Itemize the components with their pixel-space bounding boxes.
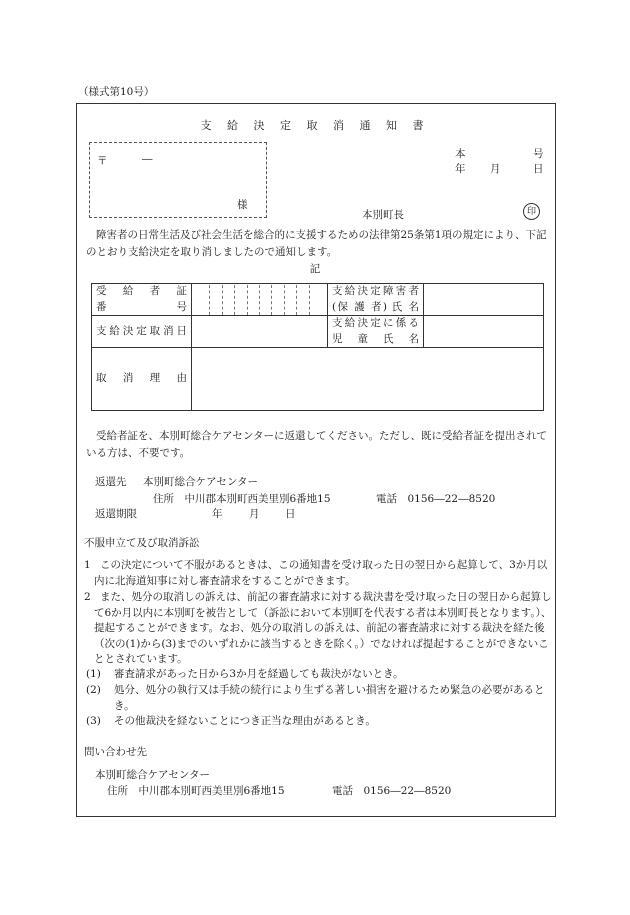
cert-number-label: 受 給 者 証 番 号: [92, 284, 192, 316]
contact-heading: 問い合わせ先: [84, 746, 147, 758]
ki-heading: 記: [309, 263, 321, 275]
document-number-prefix: 本: [455, 148, 466, 160]
detail-table: [91, 283, 544, 411]
appeal-sub-2: (2) 処分、処分の執行又は手続の続行により生ずる著しい損害を避けるため緊急の必要があるとき。: [86, 684, 545, 712]
return-deadline-year: 年: [212, 508, 223, 520]
contact-address: 住所 中川郡本別町西美里別6番地15: [107, 785, 285, 797]
return-deadline-month: 月: [249, 508, 260, 520]
intro-paragraph: 障害者の日常生活及び社会生活を総合的に支援するための法律第25条第1項の規定により、下記のとおり支給決定を取り消しましたので通知します。: [86, 229, 547, 258]
appeal-heading: 不服申立て及び取消訴訟: [84, 537, 200, 549]
guardian-name-value[interactable]: [424, 284, 544, 316]
return-destination-label: 返還先: [95, 476, 127, 488]
table-row: [92, 316, 544, 348]
date-day: 日: [533, 163, 544, 175]
return-destination: 本別町総合ケアセンター: [143, 476, 258, 488]
cancel-date-label: 支給決定取消日: [92, 316, 192, 348]
contact-name: 本別町総合ケアセンター: [95, 769, 210, 781]
date-year: 年: [455, 163, 466, 175]
appeal-item-2: 2 また、処分の取消しの訴えは、前記の審査請求に対する裁決書を受け取った日の翌日から起算して6か月以内に本別町を被告として（訴訟において本別町を代表する者は本別町長となります。）、提起することができます。なお、処分の取消しの訴えは、前記の審査請求に対する裁決を経た後（次の(1)から(3)までのいずれかに該当するときを除く。）でなければ提起することができないこととされています。: [84, 591, 552, 665]
appeal-sub-1: (1) 審査請求があった日から3か月を経過しても裁決がないとき。: [86, 668, 404, 680]
seal-stamp: 印: [523, 203, 540, 220]
guardian-name-label: 支給決定障害者 (保 護 者) 氏 名: [328, 284, 424, 316]
recipient-honorific: 様: [237, 199, 248, 211]
return-note: 受給者証を、本別町総合ケアセンターに返還してください。ただし、既に受給者証を提出されている方は、不要です。: [86, 430, 547, 459]
appeal-item-1: 1 この決定について不服があるときは、この通知書を受け取った日の翌日から起算して、3か月以内に北海道知事に対し審査請求をすることができます。: [84, 559, 548, 587]
table-row: [92, 284, 544, 316]
cert-number-digits[interactable]: [192, 284, 328, 316]
issuer-name: 本別町長: [362, 209, 404, 221]
postal-dash: ―: [142, 153, 153, 165]
document-number-suffix: 号: [533, 148, 544, 160]
return-address: 住所 中川郡本別町西美里別6番地15: [153, 493, 331, 505]
appeal-sub-3: (3) その他裁決を経ないことにつき正当な理由があるとき。: [86, 715, 376, 727]
return-deadline-day: 日: [285, 508, 296, 520]
child-name-value[interactable]: [424, 316, 544, 348]
date-month: 月: [490, 163, 501, 175]
return-deadline-label: 返還期限: [95, 508, 137, 520]
cancel-reason-value[interactable]: [192, 348, 544, 411]
cancel-reason-label: 取 消 理 由: [92, 348, 192, 411]
return-phone: 電話 0156―22―8520: [376, 493, 496, 505]
postal-mark: 〒: [97, 155, 108, 167]
child-name-label: 支給決定に係る 児 童 氏 名: [328, 316, 424, 348]
form-number: （様式第10号）: [78, 86, 155, 98]
cancel-date-value[interactable]: [192, 316, 328, 348]
document-title: 支 給 決 定 取 消 通 知 書: [200, 119, 430, 132]
contact-phone: 電話 0156―22―8520: [332, 785, 452, 797]
table-row: [92, 348, 544, 411]
